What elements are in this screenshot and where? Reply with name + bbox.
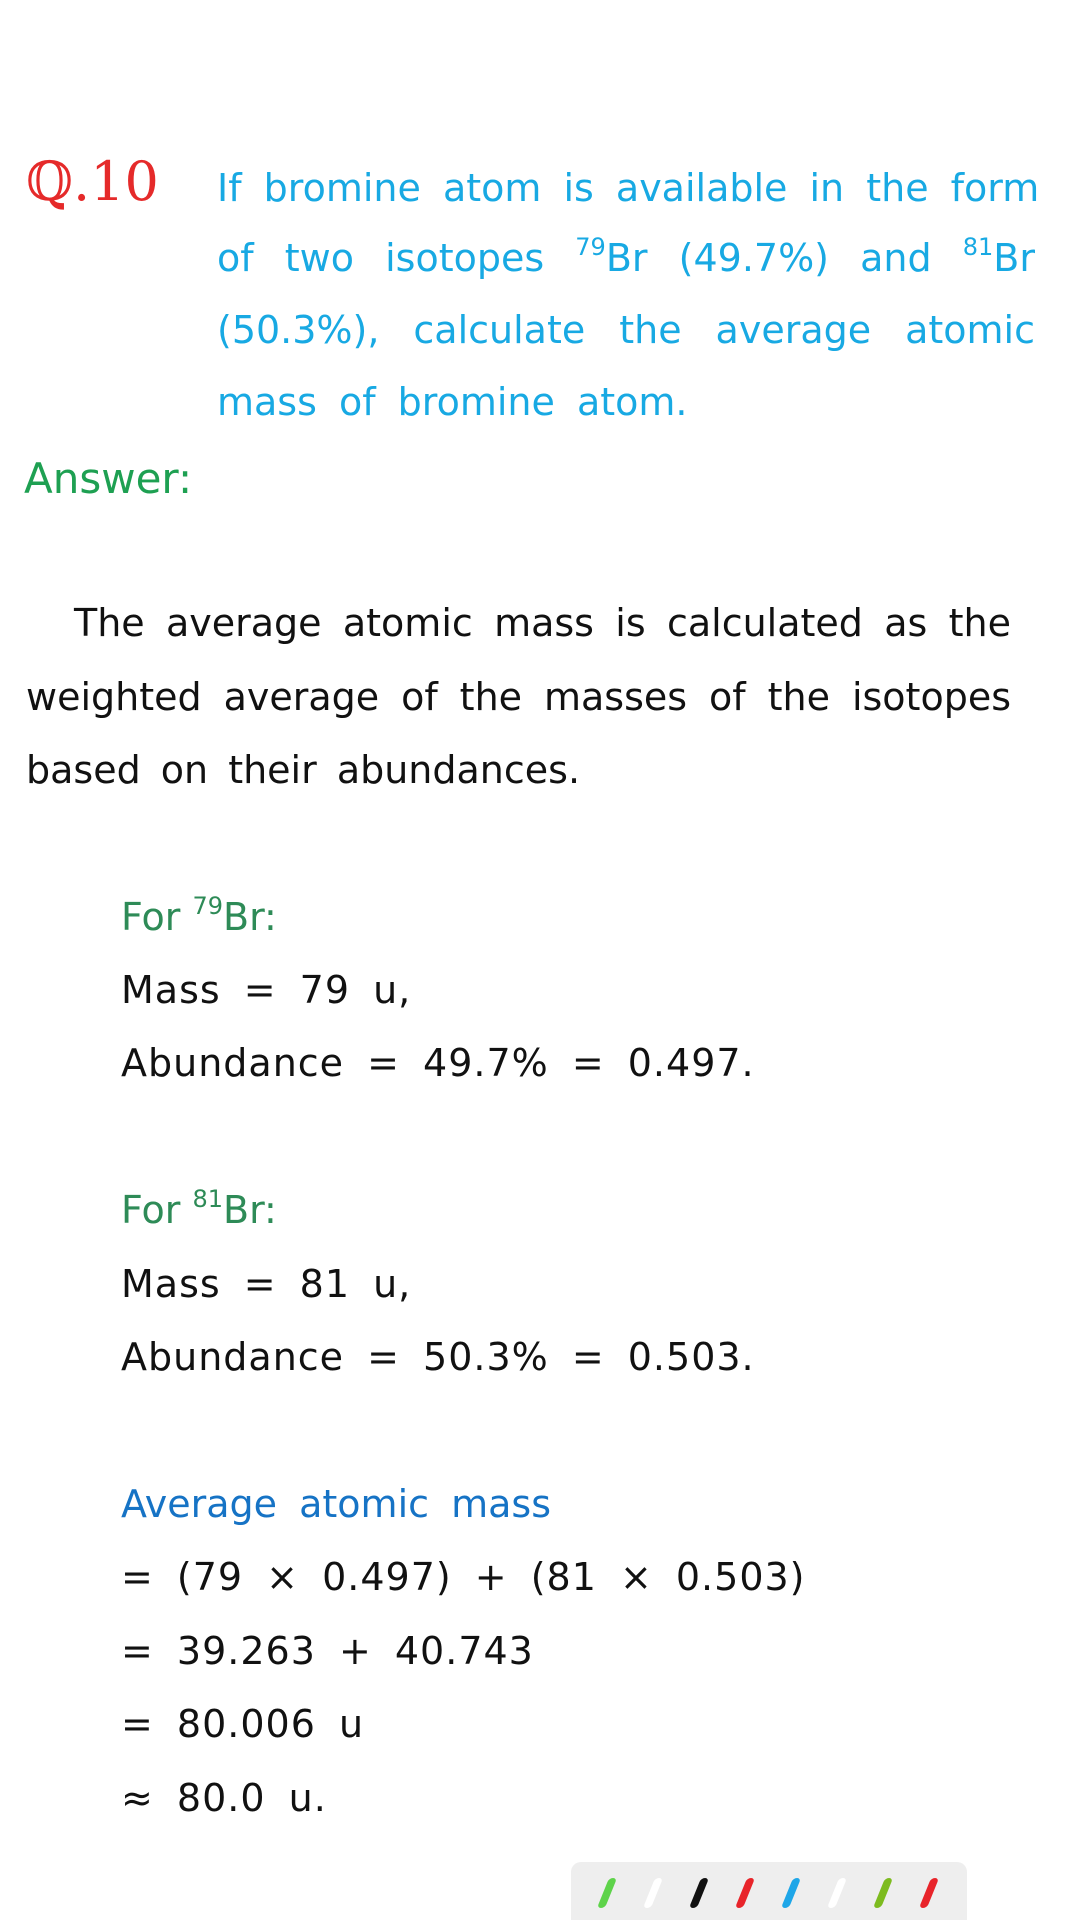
isotope-superscript: 79 [192, 892, 224, 920]
calculation-heading: Average atomic mass [121, 1482, 552, 1526]
question-line-3 [217, 308, 1035, 352]
answer-label: Answer: [24, 454, 193, 503]
question-line-1 [217, 166, 1040, 210]
question-line-2 [217, 233, 1035, 280]
blue-pen-icon[interactable] [781, 1878, 801, 1908]
isotope-superscript: 81 [192, 1185, 224, 1213]
isotope-81-mass: Mass = 81 u, [121, 1262, 412, 1306]
calculation-step-3: = 80.006 u [121, 1702, 365, 1746]
isotope-81-abundance: Abundance = 50.3% = 0.503. [121, 1335, 755, 1379]
question-text: mass of bromine atom. [217, 380, 688, 424]
heading-text: For [121, 1188, 193, 1232]
isotope-81-heading [121, 1185, 277, 1232]
paragraph-line-3: based on their abundances. [26, 748, 581, 792]
question-text: Br (49.7%) and [605, 236, 963, 280]
red-pen-icon[interactable] [735, 1878, 755, 1908]
isotope-79-mass: Mass = 79 u, [121, 968, 412, 1012]
calculation-step-2: = 39.263 + 40.743 [121, 1629, 534, 1673]
pen-toolbar [571, 1862, 967, 1920]
heading-text: Br: [223, 895, 277, 939]
isotope-79-abundance: Abundance = 49.7% = 0.497. [121, 1041, 755, 1085]
paragraph-line-2: weighted average of the masses of the isotopes [26, 675, 1011, 719]
question-text: of two isotopes [217, 236, 576, 280]
black-pen-icon[interactable] [689, 1878, 709, 1908]
heading-text: Br: [223, 1188, 277, 1232]
question-line-4 [217, 380, 688, 424]
white-pen-icon[interactable] [643, 1878, 663, 1908]
white-pen-icon[interactable] [827, 1878, 847, 1908]
question-text: If bromine atom is available in the form [217, 166, 1040, 210]
paragraph-line-1: The average atomic mass is calculated as the [74, 601, 1011, 645]
calculation-step-4: ≈ 80.0 u. [121, 1776, 327, 1820]
isotope-79-heading [121, 892, 277, 939]
isotope-superscript: 81 [962, 233, 994, 261]
isotope-superscript: 79 [575, 233, 606, 261]
red-pen-icon[interactable] [919, 1878, 939, 1908]
heading-text: For [121, 895, 193, 939]
question-text: Br [993, 236, 1035, 280]
question-text: (50.3%), calculate the average atomic [217, 308, 1035, 352]
green-pen-icon[interactable] [597, 1878, 617, 1908]
olive-pen-icon[interactable] [873, 1878, 893, 1908]
question-number: ℚ.10 [26, 150, 159, 213]
calculation-step-1: = (79 × 0.497) + (81 × 0.503) [121, 1555, 806, 1599]
